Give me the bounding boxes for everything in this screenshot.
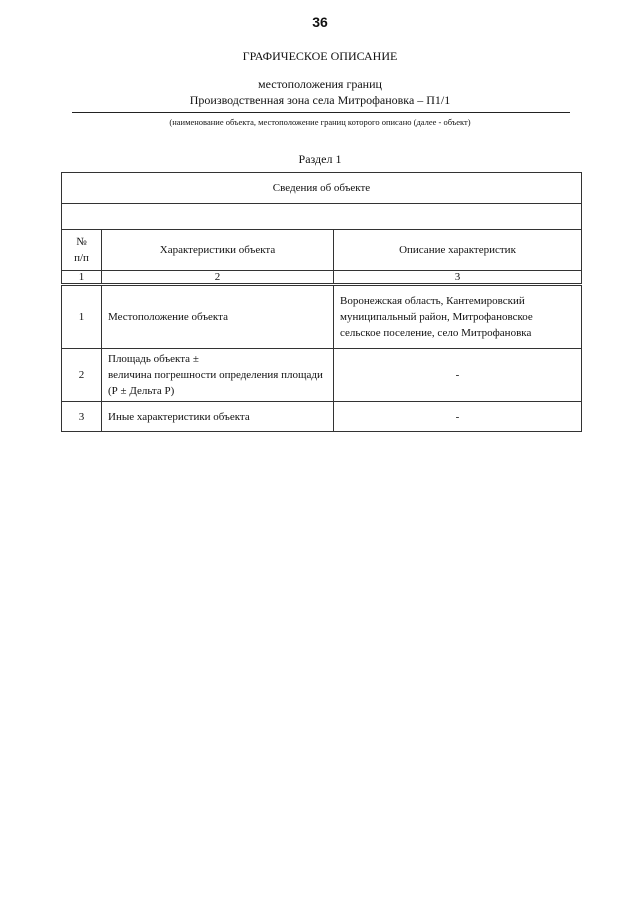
column-number-2: 2 (102, 271, 334, 285)
column-number-1: 1 (62, 271, 102, 285)
row-number: 1 (62, 285, 102, 349)
page-number: 36 (312, 14, 328, 30)
subtitle-line-2: Производственная зона села Митрофановка – П1/1 (189, 93, 451, 107)
column-number-3: 3 (334, 271, 582, 285)
row-description: Воронежская область, Кантемировский муниципальный район, Митрофановское сельское поселение, село Митрофановка (334, 285, 582, 349)
table-row (62, 285, 582, 349)
table-empty-row (62, 204, 582, 230)
section-label: Раздел 1 (298, 152, 342, 166)
table-row (62, 402, 582, 432)
column-header-description: Описание характеристик (334, 230, 582, 271)
object-caption: (наименование объекта, местоположение границ которого описано (далее - объект) (169, 117, 471, 127)
column-header-characteristic: Характеристики объекта (102, 230, 334, 271)
row-number: 2 (62, 349, 102, 402)
row-description: - (334, 402, 582, 432)
table-row (62, 349, 582, 402)
table-header: Сведения об объекте (62, 173, 582, 204)
underline-rule (72, 112, 570, 113)
row-number: 3 (62, 402, 102, 432)
row-description: - (334, 349, 582, 402)
column-header-number: № п/п (62, 230, 102, 271)
document-title: ГРАФИЧЕСКОЕ ОПИСАНИЕ (242, 49, 398, 63)
row-characteristic: Иные характеристики объекта (102, 402, 334, 432)
row-characteristic: Местоположение объекта (102, 285, 334, 349)
row-characteristic: Площадь объекта ± величина погрешности определения площади (Р ± Дельта Р) (102, 349, 334, 402)
object-info-table (61, 172, 582, 432)
subtitle-line-1: местоположения границ (258, 77, 382, 91)
